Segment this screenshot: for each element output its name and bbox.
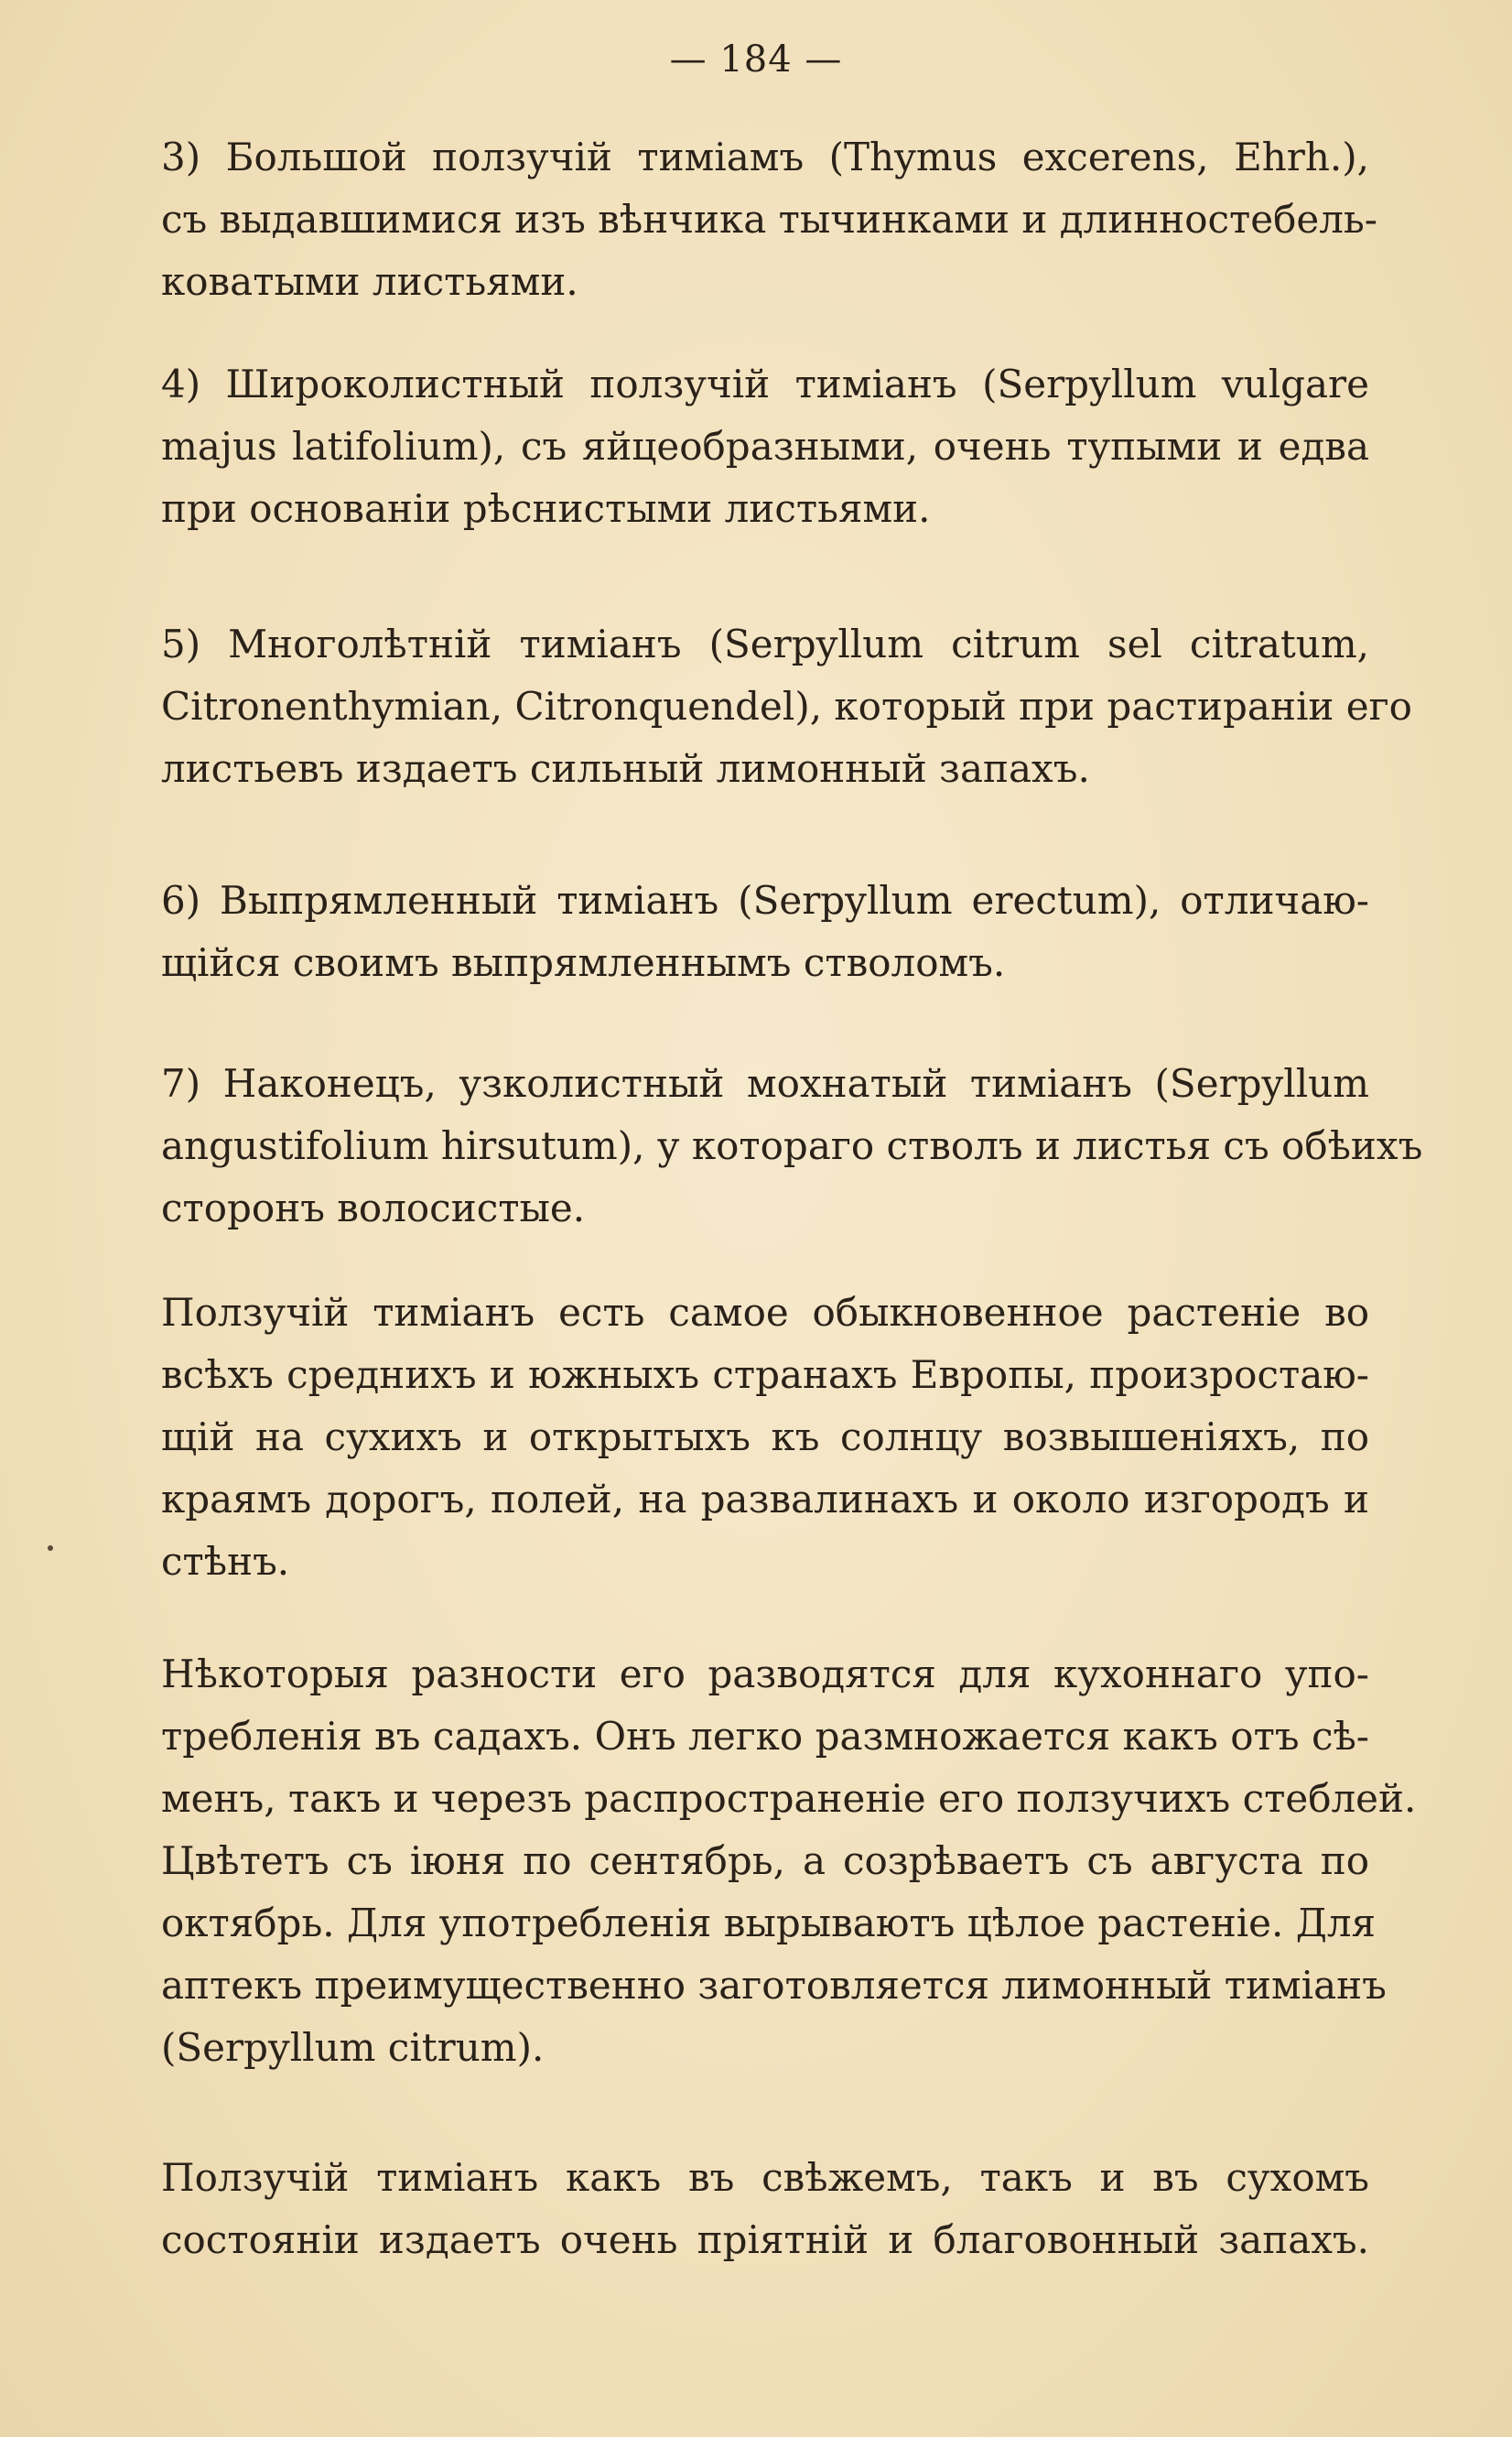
text-line: коватыми листьями. — [161, 259, 578, 304]
text-line: 3) Большой ползучій тиміамъ (Thymus excerens, Ehrh.), — [161, 135, 1369, 179]
paragraph-distribution — [161, 1282, 1369, 1593]
text-line: требленія въ садахъ. Онъ легко размножается какъ отъ сѣ- — [161, 1714, 1369, 1759]
text-line: 4) Широколистный ползучій тиміанъ (Serpyllum vulgare — [161, 362, 1369, 406]
text-line: angustifolium hirsutum), у котораго стволъ и листья съ обѣихъ — [161, 1123, 1423, 1168]
text-line: 7) Наконецъ, узколистный мохнатый тиміанъ (Serpyllum — [161, 1061, 1369, 1106]
text-line: 5) Многолѣтній тиміанъ (Serpyllum citrum sel citratum, — [161, 622, 1369, 666]
text-line: щій на сухихъ и открытыхъ къ солнцу возвышеніяхъ, по — [161, 1414, 1369, 1459]
text-line: 6) Выпрямленный тиміанъ (Serpyllum erectum), отличаю- — [161, 878, 1369, 923]
text-line: всѣхъ среднихъ и южныхъ странахъ Европы, произростаю- — [161, 1352, 1369, 1397]
paragraph-cultivation — [161, 1643, 1417, 2079]
ink-speck — [48, 1545, 53, 1551]
text-line: majus latifolium), съ яйцеобразными, очень тупыми и едва — [161, 424, 1369, 469]
text-line: Ползучій тиміанъ какъ въ свѣжемъ, такъ и въ сухомъ — [161, 2155, 1369, 2200]
text-line: Ползучій тиміанъ есть самое обыкновенное растеніе во — [161, 1290, 1369, 1335]
text-line: Citronenthymian, Citronquendel), который при растираніи его — [161, 684, 1412, 729]
paragraph-item-4 — [161, 353, 1369, 540]
paragraph-scent — [161, 2147, 1369, 2271]
text-line: менъ, такъ и черезъ распространеніе его ползучихъ стеблей. — [161, 1776, 1417, 1821]
paragraph-item-6 — [161, 870, 1369, 994]
text-line: состояніи издаетъ очень пріятній и благовонный запахъ. — [161, 2217, 1369, 2262]
text-line: листьевъ издаетъ сильный лимонный запахъ. — [161, 746, 1090, 791]
text-line: аптекъ преимущественно заготовляется лимонный тиміанъ — [161, 1963, 1387, 2008]
text-line: октябрь. Для употребленія вырываютъ цѣлое растеніе. Для — [161, 1901, 1377, 1945]
text-line: Нѣкоторыя разности его разводятся для кухоннаго упо- — [161, 1652, 1369, 1696]
text-line: съ выдавшимися изъ вѣнчика тычинками и длинностебель- — [161, 197, 1377, 242]
text-line: сторонъ волосистые. — [161, 1186, 586, 1230]
text-line: краямъ дорогъ, полей, на развалинахъ и около изгородъ и — [161, 1477, 1369, 1522]
text-line: (Serpyllum citrum). — [161, 2025, 545, 2070]
text-line: стѣнъ. — [161, 1539, 290, 1584]
text-line: при основаніи рѣснистыми листьями. — [161, 486, 931, 531]
paragraph-item-5 — [161, 613, 1412, 800]
text-line: щійся своимъ выпрямленнымъ стволомъ. — [161, 940, 1006, 985]
paragraph-item-7 — [161, 1053, 1423, 1240]
page-number: — 184 — — [669, 38, 843, 81]
paragraph-item-3 — [161, 126, 1377, 313]
text-line: Цвѣтетъ съ іюня по сентябрь, а созрѣваетъ съ августа по — [161, 1838, 1369, 1883]
